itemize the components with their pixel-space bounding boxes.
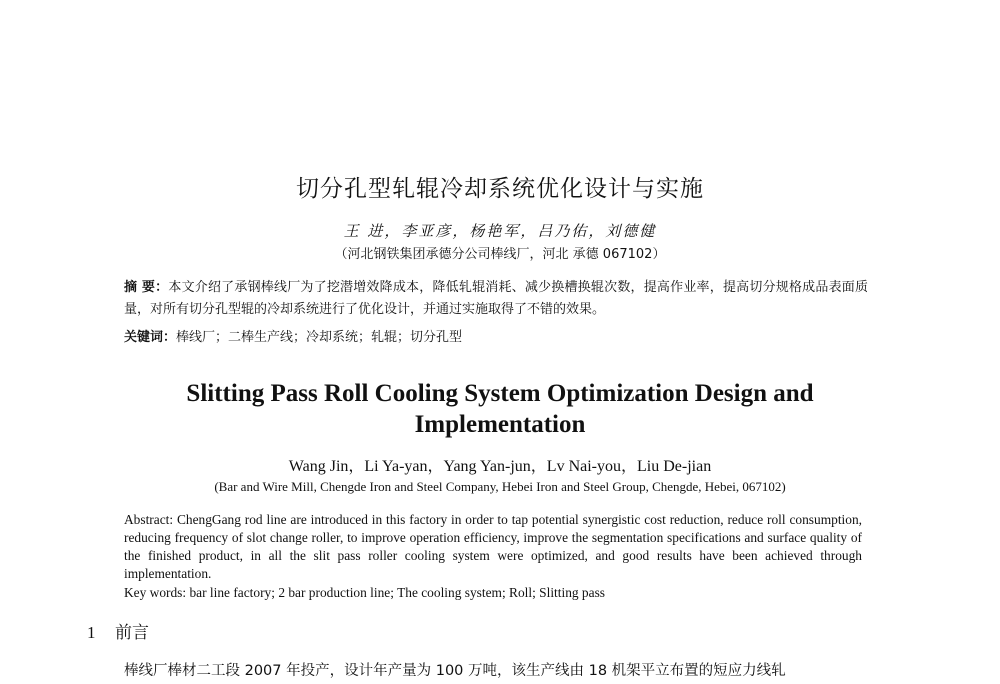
- english-authors: Wang Jin，Li Ya-yan，Yang Yan-jun，Lv Nai-you，Liu De-jian: [288, 458, 712, 475]
- section-title: 前言: [115, 623, 149, 643]
- chinese-keywords-label: 关键词：: [124, 330, 177, 345]
- chinese-title: 切分孔型轧辊冷却系统优化设计与实施: [296, 176, 704, 202]
- section-number: 1: [87, 623, 96, 642]
- body-paragraph: 棒线厂棒材二工段 2007 年投产，设计年产量为 100 万吨，该生产线由 18 机架平立布置的短应力线轧: [124, 663, 786, 679]
- section-heading: [87, 618, 149, 643]
- chinese-keywords: [124, 328, 868, 348]
- chinese-abstract-label: 摘 要：: [124, 280, 169, 295]
- chinese-keywords-text: 棒线厂；二棒生产线；冷却系统；轧辊；切分孔型: [176, 330, 463, 345]
- chinese-authors: 王 进，李亚彦，杨艳军，吕乃佑，刘德健: [343, 222, 657, 240]
- english-affiliation: (Bar and Wire Mill, Chengde Iron and Steel Company, Hebei Iron and Steel Group, Chengde, Hebei, 067102): [214, 479, 786, 494]
- chinese-abstract-text: 本文介绍了承钢棒线厂为了挖潜增效降成本，降低轧辊消耗、减少换槽换辊次数，提高作业率，提高切分规格成品表面质量，对所有切分孔型辊的冷却系统进行了优化设计，并通过实施取得了不错的效果。: [124, 280, 868, 317]
- english-title: Slitting Pass Roll Cooling System Optimization Design and Implementation: [186, 380, 814, 438]
- english-abstract: Abstract: ChengGang rod line are introduced in this factory in order to tap potential synergistic cost reduction, reduce roll consumption, reducing frequency of slot change roller, to improve operation efficiency, improve the segmentation specifications and surface quality of the finished product, in all the slit pass roller cooling system were optimized, and good results have been achieved through implementation.: [124, 512, 862, 581]
- english-keywords: Key words: bar line factory; 2 bar production line; The cooling system; Roll; Slitting pass: [124, 585, 605, 600]
- chinese-affiliation: （河北钢铁集团承德分公司棒线厂，河北 承德 067102）: [334, 247, 666, 262]
- chinese-abstract: [124, 277, 868, 321]
